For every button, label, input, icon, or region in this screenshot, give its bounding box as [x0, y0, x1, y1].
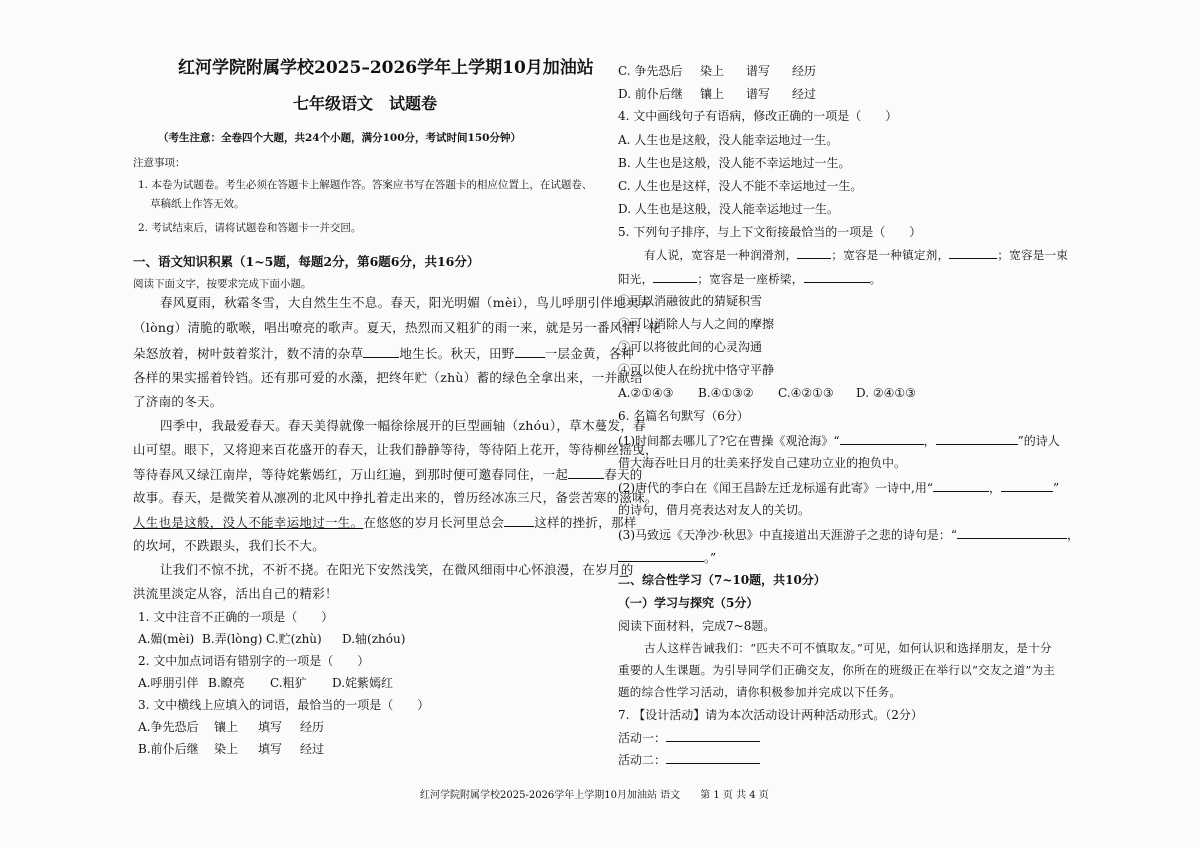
exam-title: 红河学院附属学校2025–2026学年上学期10月加油站	[178, 58, 594, 78]
q6-2-line1: (2)唐代的李白在《闻王昌龄左迁龙标遥有此寄》一诗中,用“ ， ”	[618, 481, 1060, 495]
q1-option-d: D.轴(zhóu)	[342, 632, 406, 646]
exam-subtitle: 七年级语文 试题卷	[293, 94, 438, 113]
passage-p3-line2: 洪流里淡定从容，活出自己的精彩！	[133, 586, 338, 601]
material-line3: 题的综合性学习活动，请你积极参加并完成以下任务。	[618, 685, 902, 699]
material-intro: 阅读下面材料，完成7~8题。	[618, 619, 776, 633]
q1-option-c: C.贮(zhù)	[266, 632, 322, 646]
q4-option-a: A. 人生也是这般，没人能幸运地过一生。	[618, 133, 839, 147]
q3-option-c: C. 争先恐后 染上 谱写 经历	[618, 64, 817, 78]
q5-item-2: ②可以消除人与人之间的摩擦	[618, 317, 775, 331]
q6-3-line2: 。”	[618, 549, 716, 566]
passage-p1-line2: （lòng）清脆的歌喉，唱出嘹亮的歌声。夏天，热烈而又粗犷的雨一来，就是另一番风情：花	[133, 320, 661, 335]
passage-p1-line4: 各样的果实摇着铃铛。还有那可爱的水藻，把终年贮（zhù）蓄的绿色全拿出来，一并献给	[133, 370, 643, 385]
q2-option-c: C.粗犷	[270, 676, 307, 690]
question-7: 7. 【设计活动】请为本次活动设计两种活动形式。（2分）	[618, 708, 923, 722]
passage-p2-line1: 四季中，我最爱春天。春天美得就像一幅徐徐展开的巨型画轴（zhóu），草木蔓发，春	[160, 418, 646, 433]
subsection-1-heading: （一）学习与探究（5分）	[618, 596, 759, 610]
instructions-label: 注意事项：	[133, 157, 186, 169]
exam-notice: （考生注意：全卷四个大题，共24个小题，满分100分，考试时间150分钟）	[158, 132, 521, 144]
q4-option-c: C. 人生也是这样，没人不能不幸运地过一生。	[618, 179, 863, 193]
question-4: 4. 文中画线句子有语病，修改正确的一项是（ ）	[618, 109, 898, 123]
question-2: 2. 文中加点词语有错别字的一项是（ ）	[138, 654, 370, 668]
q6-1-line2: 借大海吞吐日月的壮美来抒发自己建功立业的抱负中。	[618, 456, 907, 470]
q5-item-3: ③可以将彼此间的心灵沟通	[618, 340, 763, 354]
question-6: 6. 名篇名句默写（6分）	[618, 409, 749, 423]
instruction-2: 2. 考试结束后，请将试题卷和答题卡一并交回。	[138, 222, 362, 234]
q5-passage-line1: 有人说，宽容是一种润滑剂， ；宽容是一种镇定剂， ；宽容是一束	[644, 248, 1069, 262]
q2-option-d: D.姹紫嫣红	[332, 676, 394, 690]
question-1-options	[138, 631, 405, 647]
activity-1-field[interactable]: 活动一：	[618, 729, 760, 746]
passage-p1-line3: 朵怒放着，树叶鼓着浆汁，数不清的杂草 地生长。秋天，田野 一层金黄，各种	[133, 346, 635, 361]
page-footer: 红河学院附属学校2025-2026学年上学期10月加油站 语文 第 1 页 共 4 页	[420, 790, 769, 801]
q5-item-1: ①可以消融彼此的猜疑积雪	[618, 294, 763, 308]
section2-heading: 二、综合性学习（7~10题，共10分）	[618, 573, 826, 587]
question-5: 5. 下列句子排序，与上下文衔接最恰当的一项是（ ）	[618, 225, 922, 239]
passage-p1-line5: 了济南的冬天。	[133, 394, 223, 409]
passage-p1-line1: 春风夏雨，秋霜冬雪，大自然生生不息。春天，阳光明媚（mèi），鸟儿呼朋引伴地卖弄	[160, 295, 652, 310]
question-1: 1. 文中注音不正确的一项是（ ）	[138, 610, 334, 624]
q3-option-b: B.前仆后继 染上 填写 经过	[138, 742, 325, 756]
question-3: 3. 文中横线上应填入的词语，最恰当的一项是（ ）	[138, 698, 430, 712]
q5-item-4: ④可以使人在纷扰中恪守平静	[618, 363, 775, 377]
q4-option-b: B. 人生也是这般，没人能不幸运地过一生。	[618, 156, 851, 170]
q6-1-line1: (1)时间都去哪儿了?它在曹操《观沧海》“ ， ”的诗人	[618, 434, 1060, 448]
instruction-1a: 1. 本卷为试题卷。考生必须在答题卡上解题作答。答案应书写在答题卡的相应位置上，在试题卷、	[138, 179, 593, 191]
passage-p2-line6: 的坎坷，不跌跟头，我们长不大。	[133, 538, 326, 553]
passage-p2-line4: 故事。春天，是微笑着从凛冽的北风中挣扎着走出来的，曾历经冰冻三尺，备尝苦寒的滋味。	[133, 490, 658, 505]
section1-intro: 阅读下面文字，按要求完成下面小题。	[133, 278, 312, 290]
q1-option-a: A.媚(mèi)	[138, 632, 195, 646]
q1-option-b: B.弄(lòng)	[202, 632, 263, 646]
material-line1: 古人这样告诫我们：“匹夫不可不慎取友。”可见，如何认识和选择朋友，是十分	[644, 641, 1052, 655]
material-line2: 重要的人生课题。为引导同学们正确交友，你所在的班级正在举行以“交友之道”为主	[618, 663, 1056, 677]
underlined-sentence: 人生也是这般，没人不能幸运地过一生。	[133, 515, 364, 530]
instruction-1b: 草稿纸上作答无效。	[150, 198, 245, 210]
q6-3-line1: (3)马致远《天净沙·秋思》中直接道出天涯游子之悲的诗句是：“ ，	[618, 528, 1079, 542]
passage-p2-line5: 人生也是这般，没人不能幸运地过一生。在悠悠的岁月长河里总会 这样的挫折，那样	[133, 515, 637, 530]
q3-option-a: A.争先恐后 镶上 填写 经历	[138, 720, 325, 734]
q2-option-a: A.呼朋引伴	[138, 676, 199, 690]
section1-heading: 一、语文知识积累（1~5题，每题2分，第6题6分，共16分）	[133, 254, 480, 269]
q6-2-line2: 的诗句，借月亮表达对友人的关切。	[618, 503, 811, 517]
q2-option-b: B.瞭亮	[208, 676, 245, 690]
passage-p2-line2: 山可望。眼下，又将迎来百花盛开的春天，让我们静静等待，等待陌上花开，等待柳丝摇曳，	[133, 442, 658, 457]
q3-option-d: D. 前仆后继 镶上 谱写 经过	[618, 87, 817, 101]
passage-p3-line1: 让我们不惊不扰，不祈不挠。在阳光下安然浅笑，在微风细雨中心怀浪漫，在岁月的	[160, 562, 634, 577]
passage-p2-line3: 等待春风又绿江南岸，等待姹紫嫣红，万山红遍，到那时便可邀春同住，一起 春天的	[133, 467, 643, 482]
q5-options: A.②①④③ B.④①③② C.④②①③ D. ②④①③	[618, 386, 916, 400]
activity-2-field[interactable]: 活动二：	[618, 751, 760, 768]
q5-passage-line2: 阳光， ；宽容是一座桥梁， 。	[618, 272, 882, 286]
question-2-options	[138, 675, 393, 691]
q4-option-d: D. 人生也是这般，没人能幸运地过一生。	[618, 202, 839, 216]
